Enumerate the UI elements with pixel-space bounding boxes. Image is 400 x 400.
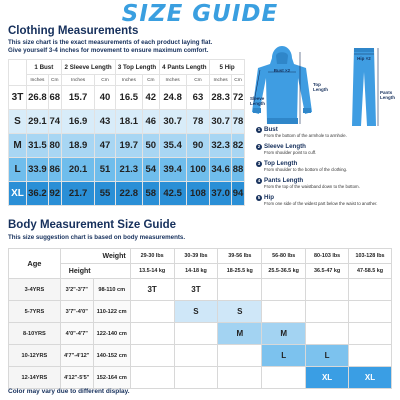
clothing-subtitle-1: This size chart is the exact measurements of each product laying flat.: [8, 39, 213, 46]
measurement-cell: 58: [143, 182, 159, 206]
measurement-cell: 92: [48, 182, 61, 206]
unit-header-cell: Inches: [159, 75, 186, 86]
weight-lbs-cell: 30-39 lbs: [174, 249, 218, 264]
size-cell: XL: [306, 367, 349, 389]
table-row: [9, 279, 392, 301]
size-cell: L: [262, 345, 306, 367]
table-row: [9, 110, 245, 134]
legend-description: From shoulder to the bottom of the clothing.: [264, 167, 348, 172]
weight-kg-row: [9, 264, 392, 279]
col-header-number: 1: [34, 63, 40, 71]
age-cell: 5-7YRS: [9, 301, 61, 323]
age-cell: 3-4YRS: [9, 279, 61, 301]
empty-cell: [262, 279, 306, 301]
table-row: [9, 182, 245, 206]
measurement-cell: 35.4: [159, 134, 186, 158]
col-header-label: Hip: [224, 63, 235, 71]
legend-title: Sleeve Length: [264, 143, 306, 150]
legend-heading: [256, 160, 396, 167]
col-header-bust: [27, 60, 62, 75]
measurement-cell: 18.9: [61, 134, 95, 158]
legend-heading: [256, 194, 396, 201]
empty-cell: [130, 301, 174, 323]
measurement-cell: 43: [95, 110, 115, 134]
measurement-cell: 94: [232, 182, 245, 206]
unit-header-cell: Inches: [27, 75, 49, 86]
empty-cell: [349, 279, 392, 301]
height-cm-cell: 122-140 cm: [93, 323, 130, 345]
weight-lbs-cell: 80-103 lbs: [306, 249, 349, 264]
legend-number-icon: 1: [257, 126, 261, 132]
weight-kg-cell: 36.5-47 kg: [306, 264, 349, 279]
height-in-cell: 4'0"-4'7": [60, 323, 93, 345]
legend-description: From the bottom of the armhole to armhole.: [264, 133, 347, 138]
legend-title: Top Length: [264, 160, 298, 167]
height-header: Height: [60, 264, 130, 279]
measurement-cell: 46: [143, 110, 159, 134]
col-header-hip: [210, 60, 245, 75]
measurement-cell: 16.9: [61, 110, 95, 134]
measurement-cell: 29.1: [27, 110, 49, 134]
measurement-cell: 108: [186, 182, 210, 206]
legend-description: From the top of the waistband down to the bottom.: [264, 184, 360, 189]
empty-cell: [262, 301, 306, 323]
measurement-cell: 68: [48, 86, 61, 110]
legend-description: From one side of the widest part below the waist to another.: [264, 201, 378, 206]
weight-kg-cell: 18-25.5 kg: [218, 264, 262, 279]
empty-cell: [130, 367, 174, 389]
unit-header-cell: Cm: [48, 75, 61, 86]
col-header-sleeve: [61, 60, 115, 75]
measurement-cell: 34.6: [210, 158, 232, 182]
clothing-subtitle-2: Give yourself 3-4 inches for movement to ensure maximum comfort.: [8, 47, 209, 54]
legend-item: [256, 177, 396, 189]
measurement-cell: 31.5: [27, 134, 49, 158]
height-cm-cell: 98-110 cm: [93, 279, 130, 301]
measurement-cell: 30.7: [210, 110, 232, 134]
size-label-cell: XL: [9, 182, 27, 206]
table-row: [9, 158, 245, 182]
table-row: [9, 345, 392, 367]
empty-cell: [349, 345, 392, 367]
legend-item: [256, 126, 396, 138]
measurement-cell: 100: [186, 158, 210, 182]
measurement-cell: 22.8: [115, 182, 143, 206]
measurement-cell: 80: [48, 134, 61, 158]
top-length-label-2: Length: [313, 87, 328, 92]
clothing-heading: Clothing Measurements: [8, 25, 139, 37]
table-row: [9, 367, 392, 389]
height-cm-cell: 152-164 cm: [93, 367, 130, 389]
size-cell: M: [262, 323, 306, 345]
measurement-cell: 55: [95, 182, 115, 206]
measurement-cell: 47: [95, 134, 115, 158]
unit-header-cell: Cm: [232, 75, 245, 86]
table-header-row: [9, 60, 245, 75]
col-header-label: Bust: [39, 63, 54, 71]
unit-header-cell: Inches: [115, 75, 143, 86]
page-title: SIZE GUIDE: [121, 1, 279, 27]
size-cell: S: [218, 301, 262, 323]
legend-item: [256, 143, 396, 155]
size-cell: XL: [349, 367, 392, 389]
height-in-cell: 3'7"-4'0": [60, 301, 93, 323]
col-header-top: [115, 60, 159, 75]
weight-header: Weight: [60, 249, 130, 264]
age-cell: 12-14YRS: [9, 367, 61, 389]
bust-label: Bust ×2: [273, 68, 291, 73]
measurement-cell: 42.5: [159, 182, 186, 206]
unit-header-cell: Cm: [186, 75, 210, 86]
measurement-cell: 19.7: [115, 134, 143, 158]
col-header-label: Top Length: [122, 63, 157, 71]
weight-lbs-row: [9, 249, 392, 264]
weight-kg-cell: 25.5-36.5 kg: [262, 264, 306, 279]
measurement-cell: 28.3: [210, 86, 232, 110]
legend-title: Bust: [264, 126, 278, 133]
measurement-cell: 74: [48, 110, 61, 134]
empty-cell: [130, 323, 174, 345]
measurement-cell: 86: [48, 158, 61, 182]
measurement-cell: 78: [232, 110, 245, 134]
measurement-cell: 26.8: [27, 86, 49, 110]
sleeve-label-2: Length: [250, 101, 265, 106]
measurement-cell: 72: [232, 86, 245, 110]
garment-diagram: [250, 42, 395, 132]
measurement-cell: 37.0: [210, 182, 232, 206]
measurement-cell: 33.9: [27, 158, 49, 182]
legend-heading: [256, 177, 396, 184]
measurement-cell: 54: [143, 158, 159, 182]
measurement-cell: 36.2: [27, 182, 49, 206]
top-length-label: Top: [313, 82, 321, 87]
measurement-cell: 88: [232, 158, 245, 182]
unit-header-cell: Cm: [95, 75, 115, 86]
legend-item: [256, 160, 396, 172]
clothing-table-body: [9, 86, 245, 206]
size-cell: 3T: [130, 279, 174, 301]
weight-kg-cell: 13.5-14 kg: [130, 264, 174, 279]
sleeve-label: Sleeve: [250, 96, 265, 101]
empty-cell: [349, 323, 392, 345]
unit-header-row: [9, 75, 245, 86]
legend-number-icon: 4: [257, 177, 261, 183]
empty-cell: [306, 279, 349, 301]
col-header-number: 3: [117, 63, 123, 71]
table-corner: [9, 60, 27, 86]
legend-item: [256, 194, 396, 206]
measurement-cell: 39.4: [159, 158, 186, 182]
empty-cell: [306, 323, 349, 345]
table-row: [9, 86, 245, 110]
measurement-cell: 82: [232, 134, 245, 158]
size-cell: L: [306, 345, 349, 367]
measurement-cell: 50: [143, 134, 159, 158]
hip-label: Hip ×2: [357, 56, 371, 61]
size-label-cell: S: [9, 110, 27, 134]
weight-lbs-cell: 39-56 lbs: [218, 249, 262, 264]
size-cell: 3T: [174, 279, 218, 301]
empty-cell: [218, 367, 262, 389]
height-in-cell: 4'12"-5'5": [60, 367, 93, 389]
col-header-pants: [159, 60, 210, 75]
legend-number-icon: 3: [257, 160, 261, 166]
weight-lbs-cell: 29-30 lbs: [130, 249, 174, 264]
pants-length-label: Pants: [380, 90, 393, 95]
color-footnote: Color may vary due to different display.: [8, 388, 130, 395]
size-cell: M: [218, 323, 262, 345]
size-label-cell: M: [9, 134, 27, 158]
unit-header-cell: Inches: [210, 75, 232, 86]
size-label-cell: 3T: [9, 86, 27, 110]
empty-cell: [174, 367, 218, 389]
empty-cell: [349, 301, 392, 323]
height-in-cell: 4'7"-4'12": [60, 345, 93, 367]
legend-number-icon: 5: [257, 194, 261, 200]
legend-description: From shoulder point to cuff.: [264, 150, 317, 155]
measurement-cell: 21.7: [61, 182, 95, 206]
empty-cell: [174, 323, 218, 345]
legend-title: Hip: [264, 194, 274, 201]
table-row: [9, 134, 245, 158]
measurement-cell: 15.7: [61, 86, 95, 110]
height-cm-cell: 140-152 cm: [93, 345, 130, 367]
pants-length-label-2: Length: [380, 95, 395, 100]
measurement-cell: 20.1: [61, 158, 95, 182]
measurement-cell: 24.8: [159, 86, 186, 110]
measurement-cell: 78: [186, 110, 210, 134]
col-header-label: Sleeve Length: [69, 63, 112, 71]
hoodie-icon: [252, 46, 312, 124]
measurement-cell: 63: [186, 86, 210, 110]
age-cell: 10-12YRS: [9, 345, 61, 367]
empty-cell: [218, 279, 262, 301]
table-row: [9, 323, 392, 345]
measurement-cell: 32.3: [210, 134, 232, 158]
measurement-cell: 51: [95, 158, 115, 182]
unit-header-cell: Inches: [61, 75, 95, 86]
height-cm-cell: 110-122 cm: [93, 301, 130, 323]
body-measurement-table: [8, 248, 392, 389]
measurement-cell: 18.1: [115, 110, 143, 134]
empty-cell: [174, 345, 218, 367]
weight-lbs-cell: 103-128 lbs: [349, 249, 392, 264]
col-header-number: 4: [162, 63, 168, 71]
weight-lbs-cell: 56-80 lbs: [262, 249, 306, 264]
weight-kg-cell: 47-58.5 kg: [349, 264, 392, 279]
empty-cell: [130, 345, 174, 367]
weight-kg-cell: 14-18 kg: [174, 264, 218, 279]
height-in-cell: 3'2"-3'7": [60, 279, 93, 301]
measurement-cell: 90: [186, 134, 210, 158]
col-header-number: 2: [64, 63, 70, 71]
measurement-cell: 21.3: [115, 158, 143, 182]
measurement-cell: 30.7: [159, 110, 186, 134]
col-header-label: Pants Length: [167, 63, 207, 71]
table-row: [9, 301, 392, 323]
body-subtitle: This size suggestion chart is based on body measurements.: [8, 234, 186, 241]
age-header: Age: [9, 249, 61, 279]
legend-heading: [256, 126, 396, 133]
legend-number-icon: 2: [257, 143, 261, 149]
age-cell: 8-10YRS: [9, 323, 61, 345]
empty-cell: [218, 345, 262, 367]
empty-cell: [262, 367, 306, 389]
body-heading: Body Measurement Size Guide: [8, 219, 177, 231]
measurement-cell: 16.5: [115, 86, 143, 110]
size-cell: S: [174, 301, 218, 323]
measurement-cell: 42: [143, 86, 159, 110]
unit-header-cell: Cm: [143, 75, 159, 86]
measurement-cell: 40: [95, 86, 115, 110]
clothing-measurements-table: [8, 59, 245, 206]
empty-cell: [306, 301, 349, 323]
body-table-body: [9, 279, 392, 389]
col-header-number: 5: [219, 63, 225, 71]
size-label-cell: L: [9, 158, 27, 182]
legend-title: Pants Length: [264, 177, 304, 184]
legend-heading: [256, 143, 396, 150]
